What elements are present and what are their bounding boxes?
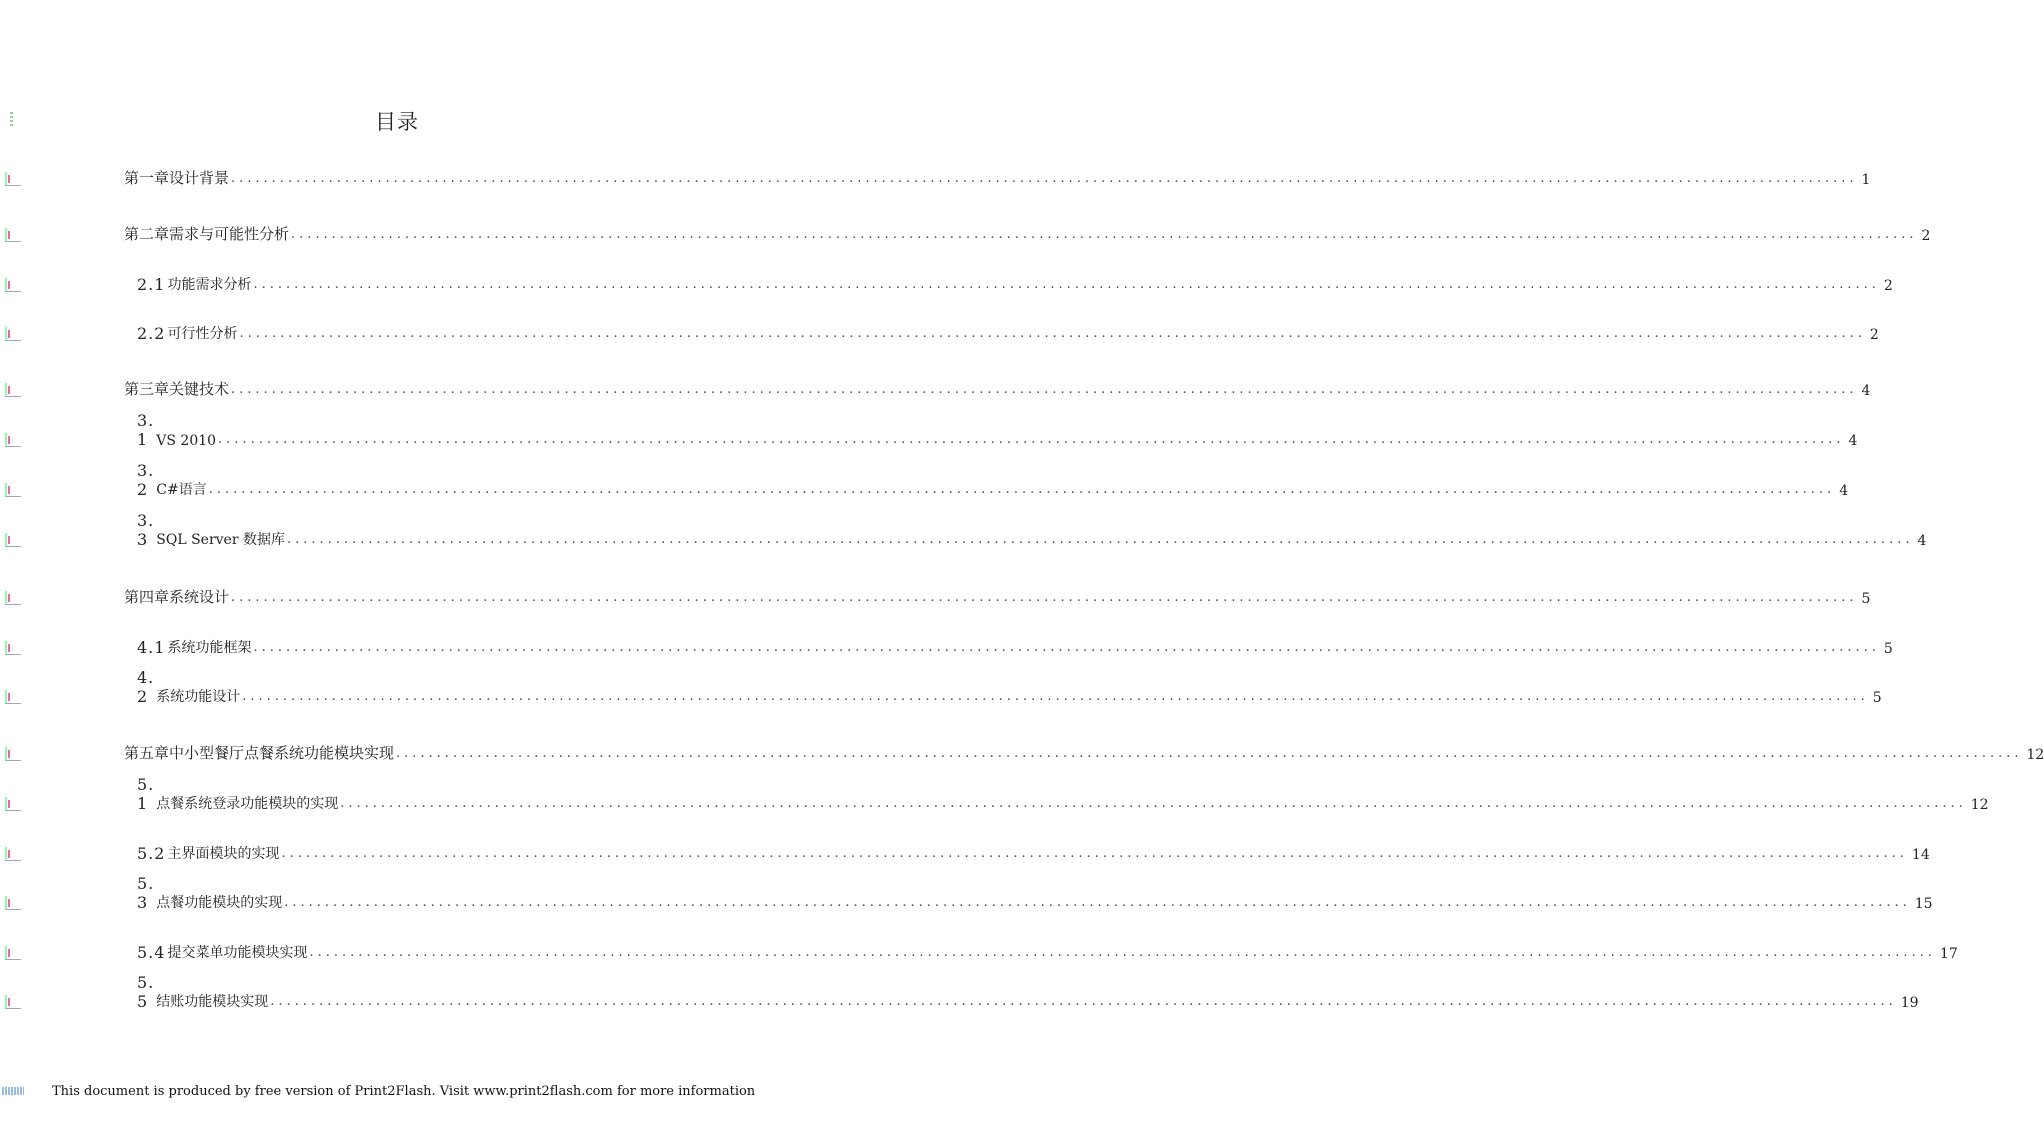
toc-entry[interactable] xyxy=(137,635,1893,657)
dot-leader: ........................................................................................................................................................................................................ xyxy=(396,746,2023,761)
toc-entry-title: 第二章需求与可能性分析 xyxy=(124,225,290,243)
toc-entry-page: 2 xyxy=(1883,278,1893,294)
toc-entry-page: 5 xyxy=(1861,591,1871,607)
toc-entry-number: 5. 3 xyxy=(137,874,155,912)
dot-leader: ........................................................................................................................................................................................................ xyxy=(270,994,1897,1009)
toc-entry-page: 4 xyxy=(1848,433,1858,449)
toc-entry-title: 第四章系统设计 xyxy=(124,588,230,606)
margin-marker xyxy=(4,172,22,186)
dot-leader: ........................................................................................................................................................................................................ xyxy=(231,590,1858,605)
page-title: 目录 xyxy=(375,110,419,134)
toc-entry[interactable] xyxy=(124,166,1871,188)
toc-entry-page: 5 xyxy=(1872,690,1882,706)
margin-marker xyxy=(4,747,22,761)
dot-leader: ........................................................................................................................................................................................................ xyxy=(284,895,1911,910)
toc-entry[interactable] xyxy=(124,741,2044,763)
toc-entry-number: 5. 1 xyxy=(137,775,155,813)
dot-leader: ........................................................................................................................................................................................................ xyxy=(287,532,1914,547)
toc-entry-page: 1 xyxy=(1861,172,1871,188)
footer-notice: This document is produced by free version of Print2Flash. Visit www.print2flash.com for more information xyxy=(52,1084,756,1099)
toc-entry-page: 17 xyxy=(1939,946,1958,962)
toc-entry-title: 功能需求分析 xyxy=(167,277,252,293)
toc-entry-number: 5. 5 xyxy=(137,973,155,1011)
toc-entry-title: 系统功能设计 xyxy=(156,689,241,705)
footer-marker xyxy=(2,1087,24,1095)
toc-entry-title: SQL Server 数据库 xyxy=(156,532,285,548)
margin-marker xyxy=(4,591,22,605)
toc-entry-title: C#语言 xyxy=(156,482,207,498)
toc-entry-number: 4.1 xyxy=(137,638,166,657)
margin-marker xyxy=(4,327,22,341)
dot-leader: ........................................................................................................................................................................................................ xyxy=(253,277,1880,292)
dot-leader: ........................................................................................................................................................................................................ xyxy=(218,432,1845,447)
toc-entry-page: 4 xyxy=(1917,533,1927,549)
margin-marker xyxy=(4,946,22,960)
toc-entry-page: 12 xyxy=(2026,747,2044,763)
toc-entry[interactable] xyxy=(124,585,1871,607)
toc-entry[interactable] xyxy=(124,377,1871,399)
toc-entry[interactable] xyxy=(137,668,1882,706)
margin-marker xyxy=(4,383,22,397)
toc-entry-title: 第五章中小型餐厅点餐系统功能模块实现 xyxy=(124,744,395,762)
toc-entry-title: 点餐功能模块的实现 xyxy=(156,895,283,911)
toc-entry-title: 提交菜单功能模块实现 xyxy=(167,945,308,961)
toc-entry-title: 第一章设计背景 xyxy=(124,169,230,187)
toc-entry[interactable] xyxy=(137,841,1930,863)
dot-leader: ........................................................................................................................................................................................................ xyxy=(242,689,1869,704)
toc-entry-title: 主界面模块的实现 xyxy=(167,846,280,862)
toc-entry-number: 2.1 xyxy=(137,275,166,294)
toc-entry-number: 2.2 xyxy=(137,324,166,343)
toc-entry[interactable] xyxy=(137,272,1893,294)
dot-leader: ........................................................................................................................................................................................................ xyxy=(309,945,1936,960)
toc-entry-number: 3. 2 xyxy=(137,461,155,499)
toc-entry-title: 点餐系统登录功能模块的实现 xyxy=(156,796,339,812)
toc-entry[interactable] xyxy=(137,775,1989,813)
toc-entry-title: 第三章关键技术 xyxy=(124,380,230,398)
toc-entry[interactable] xyxy=(137,321,1879,343)
margin-marker xyxy=(4,641,22,655)
margin-marker xyxy=(4,228,22,242)
toc-entry[interactable] xyxy=(137,461,1849,499)
toc-entry[interactable] xyxy=(124,222,1931,244)
toc-entry-number: 5.4 xyxy=(137,943,166,962)
toc-entry[interactable] xyxy=(137,411,1858,449)
dot-leader: ........................................................................................................................................................................................................ xyxy=(231,171,1858,186)
toc-entry-page: 4 xyxy=(1861,383,1871,399)
toc-entry-page: 12 xyxy=(1970,797,1989,813)
margin-marker xyxy=(4,847,22,861)
toc-entry-title: VS 2010 xyxy=(156,433,217,449)
margin-marker xyxy=(4,995,22,1009)
toc-entry-number: 3. 3 xyxy=(137,511,155,549)
toc-entry-number: 5.2 xyxy=(137,844,166,863)
toc-entry-page: 14 xyxy=(1911,847,1930,863)
dot-leader: ........................................................................................................................................................................................................ xyxy=(239,326,1866,341)
dot-leader: ........................................................................................................................................................................................................ xyxy=(208,482,1836,497)
toc-entry[interactable] xyxy=(137,511,1927,549)
toc-entry-title: 系统功能框架 xyxy=(167,640,252,656)
margin-marker xyxy=(4,690,22,704)
dot-leader: ........................................................................................................................................................................................................ xyxy=(291,227,1918,242)
margin-marker xyxy=(4,896,22,910)
toc-entry-number: 3. 1 xyxy=(137,411,155,449)
toc-entry[interactable] xyxy=(137,973,1919,1011)
dot-leader: ........................................................................................................................................................................................................ xyxy=(340,796,1967,811)
dot-leader: ........................................................................................................................................................................................................ xyxy=(253,640,1880,655)
margin-marker xyxy=(4,533,22,547)
toc-entry[interactable] xyxy=(137,940,1958,962)
toc-entry-title: 结账功能模块实现 xyxy=(156,994,269,1010)
margin-marker xyxy=(4,797,22,811)
dot-leader: ........................................................................................................................................................................................................ xyxy=(231,382,1858,397)
toc-entry-number: 4. 2 xyxy=(137,668,155,706)
toc-entry-page: 15 xyxy=(1914,896,1933,912)
margin-marker xyxy=(4,433,22,447)
toc-entry-page: 4 xyxy=(1839,483,1849,499)
toc-entry-title: 可行性分析 xyxy=(167,326,238,342)
margin-marker xyxy=(4,278,22,292)
margin-marker xyxy=(4,483,22,497)
toc-entry-page: 2 xyxy=(1921,228,1931,244)
toc-entry-page: 2 xyxy=(1869,327,1879,343)
toc-entry-page: 19 xyxy=(1900,995,1919,1011)
dot-leader: ........................................................................................................................................................................................................ xyxy=(281,846,1908,861)
toc-entry-page: 5 xyxy=(1883,641,1893,657)
toc-entry[interactable] xyxy=(137,874,1933,912)
